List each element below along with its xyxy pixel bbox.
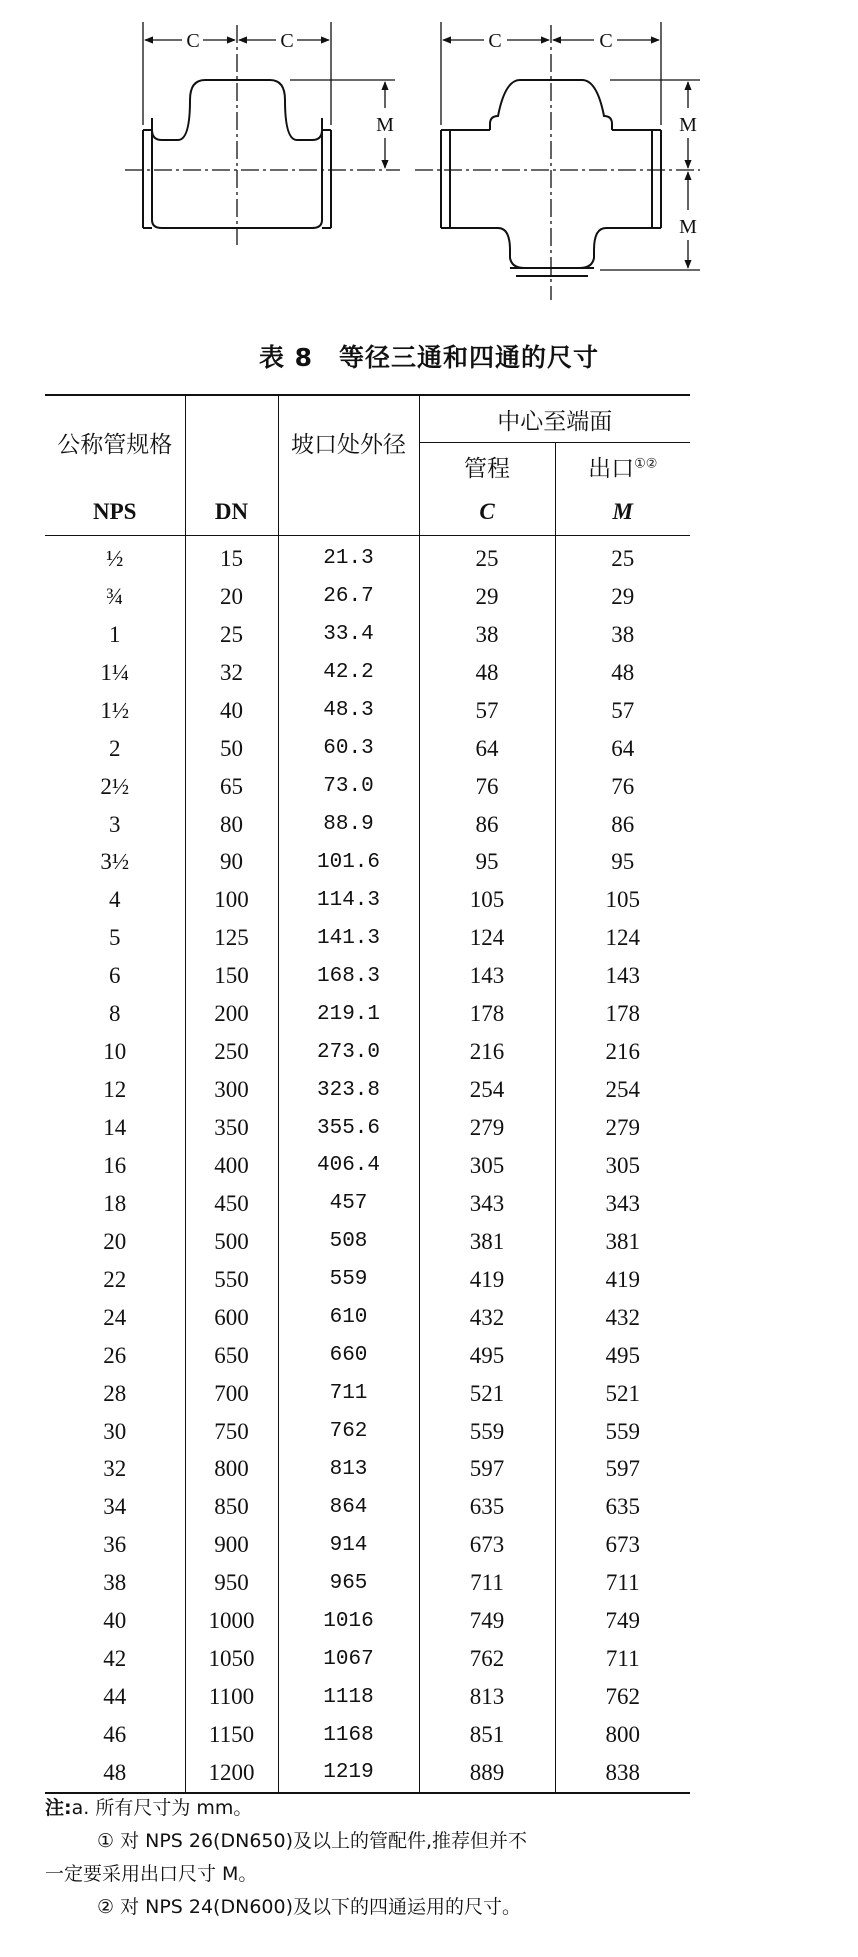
cell-c: 143 xyxy=(419,957,555,995)
cell-od: 219.1 xyxy=(278,995,419,1033)
cell-dn: 1150 xyxy=(185,1716,278,1754)
header-od-blank xyxy=(278,489,419,536)
cell-od: 88.9 xyxy=(278,806,419,844)
table-row xyxy=(45,1678,690,1716)
cell-nps: 12 xyxy=(103,1077,127,1103)
cell-od: 406.4 xyxy=(278,1147,419,1185)
table-title: 表 8 等径三通和四通的尺寸 xyxy=(258,343,600,372)
cell-m: 25 xyxy=(555,536,690,578)
cell-od: 42.2 xyxy=(278,654,419,692)
cell-nps: ½ xyxy=(106,545,124,571)
cell-m: 673 xyxy=(555,1526,690,1564)
table-row xyxy=(45,1109,690,1147)
cell-nps: 4 xyxy=(109,887,121,913)
cross-dim-c-right: C xyxy=(599,30,613,52)
cell-nps: 3 xyxy=(109,811,121,837)
cell-nps: 26 xyxy=(103,1342,127,1368)
cell-nps: ¾ xyxy=(106,583,124,609)
header-nps: NPS xyxy=(45,489,185,536)
cell-nps: 28 xyxy=(103,1380,127,1406)
cell-od: 114.3 xyxy=(278,881,419,919)
notes xyxy=(45,1792,845,1924)
table-row xyxy=(45,1716,690,1754)
cell-dn: 750 xyxy=(185,1413,278,1451)
cell-nps: 30 xyxy=(103,1418,127,1444)
tee-dim-c-right: C xyxy=(280,30,294,52)
cell-od: 660 xyxy=(278,1337,419,1375)
cell-c: 254 xyxy=(419,1071,555,1109)
cell-nps: 2 xyxy=(109,735,121,761)
cell-c: 813 xyxy=(419,1678,555,1716)
table-row xyxy=(45,1564,690,1602)
cell-c: 343 xyxy=(419,1185,555,1223)
cell-od: 762 xyxy=(278,1413,419,1451)
table-row xyxy=(45,616,690,654)
cell-od: 273.0 xyxy=(278,1033,419,1071)
cell-od: 33.4 xyxy=(278,616,419,654)
cell-dn: 50 xyxy=(185,730,278,768)
cell-c: 432 xyxy=(419,1299,555,1337)
cell-nps: 1¼ xyxy=(100,659,130,685)
cell-m: 343 xyxy=(555,1185,690,1223)
cell-dn: 40 xyxy=(185,692,278,730)
cell-nps: 20 xyxy=(103,1228,127,1254)
cell-od: 914 xyxy=(278,1526,419,1564)
cell-od: 711 xyxy=(278,1375,419,1413)
cell-od: 508 xyxy=(278,1223,419,1261)
cell-c: 749 xyxy=(419,1602,555,1640)
cell-m: 635 xyxy=(555,1488,690,1526)
cross-dim-m-top: M xyxy=(679,114,697,136)
cell-od: 141.3 xyxy=(278,919,419,957)
cell-od: 1219 xyxy=(278,1754,419,1793)
cell-dn: 200 xyxy=(185,995,278,1033)
cell-m: 800 xyxy=(555,1716,690,1754)
table-body xyxy=(45,536,690,1793)
note-1-line-1: ① 对 NPS 26(DN650)及以上的管配件,推荐但并不 xyxy=(97,1830,528,1852)
cell-dn: 350 xyxy=(185,1109,278,1147)
cell-nps: 1½ xyxy=(100,697,130,723)
cell-dn: 950 xyxy=(185,1564,278,1602)
table-row xyxy=(45,1261,690,1299)
cell-c: 279 xyxy=(419,1109,555,1147)
header-outlet-label: 出口 xyxy=(588,455,635,481)
cell-od: 73.0 xyxy=(278,768,419,806)
table-row xyxy=(45,806,690,844)
cell-m: 48 xyxy=(555,654,690,692)
table-row xyxy=(45,654,690,692)
cell-od: 60.3 xyxy=(278,730,419,768)
cell-m: 279 xyxy=(555,1109,690,1147)
note-a: a. 所有尺寸为 mm。 xyxy=(71,1797,253,1819)
cell-m: 38 xyxy=(555,616,690,654)
cell-dn: 550 xyxy=(185,1261,278,1299)
cell-m: 64 xyxy=(555,730,690,768)
cell-c: 86 xyxy=(419,806,555,844)
cell-od: 457 xyxy=(278,1185,419,1223)
cell-c: 29 xyxy=(419,578,555,616)
cell-nps: 40 xyxy=(103,1608,127,1634)
cell-c: 851 xyxy=(419,1716,555,1754)
cell-m: 711 xyxy=(555,1564,690,1602)
header-center-to-end: 中心至端面 xyxy=(419,395,690,443)
cell-dn: 300 xyxy=(185,1071,278,1109)
cell-od: 1067 xyxy=(278,1640,419,1678)
cell-c: 381 xyxy=(419,1223,555,1261)
cell-nps: 38 xyxy=(103,1570,127,1596)
cell-nps: 32 xyxy=(103,1456,127,1482)
cell-c: 64 xyxy=(419,730,555,768)
cell-m: 124 xyxy=(555,919,690,957)
cell-nps: 10 xyxy=(103,1039,127,1065)
cell-dn: 150 xyxy=(185,957,278,995)
table-row xyxy=(45,1413,690,1451)
cell-c: 105 xyxy=(419,881,555,919)
cell-m: 838 xyxy=(555,1754,690,1793)
cell-c: 597 xyxy=(419,1451,555,1489)
table-row xyxy=(45,1526,690,1564)
cell-nps: 1 xyxy=(109,621,121,647)
cell-dn: 1200 xyxy=(185,1754,278,1793)
cell-od: 1016 xyxy=(278,1602,419,1640)
cell-dn: 450 xyxy=(185,1185,278,1223)
cell-dn: 850 xyxy=(185,1488,278,1526)
header-c: C xyxy=(419,489,555,536)
cell-dn: 600 xyxy=(185,1299,278,1337)
tee-dim-m: M xyxy=(376,114,394,136)
cell-m: 711 xyxy=(555,1640,690,1678)
cell-m: 495 xyxy=(555,1337,690,1375)
table-row xyxy=(45,1033,690,1071)
cell-m: 76 xyxy=(555,768,690,806)
cell-nps: 36 xyxy=(103,1532,127,1558)
note-a-line xyxy=(45,1792,845,1825)
cell-dn: 900 xyxy=(185,1526,278,1564)
cell-c: 711 xyxy=(419,1564,555,1602)
cell-dn: 400 xyxy=(185,1147,278,1185)
cell-c: 635 xyxy=(419,1488,555,1526)
header-dn: DN xyxy=(185,489,278,536)
cell-c: 559 xyxy=(419,1413,555,1451)
cell-c: 38 xyxy=(419,616,555,654)
cell-od: 965 xyxy=(278,1564,419,1602)
cell-dn: 500 xyxy=(185,1223,278,1261)
table-row xyxy=(45,1375,690,1413)
cell-nps: 16 xyxy=(103,1152,127,1178)
cell-od: 323.8 xyxy=(278,1071,419,1109)
cell-m: 95 xyxy=(555,844,690,882)
header-m: M xyxy=(555,489,690,536)
cell-nps: 14 xyxy=(103,1115,127,1141)
cell-c: 216 xyxy=(419,1033,555,1071)
cell-c: 178 xyxy=(419,995,555,1033)
header-outlet-notes: ①② xyxy=(634,454,658,470)
table-row xyxy=(45,536,690,578)
cell-dn: 250 xyxy=(185,1033,278,1071)
table-row xyxy=(45,1337,690,1375)
table-row xyxy=(45,881,690,919)
table-row xyxy=(45,692,690,730)
header-od: 坡口处外径 xyxy=(278,395,419,489)
header-dn-blank xyxy=(185,395,278,489)
cell-m: 254 xyxy=(555,1071,690,1109)
cell-od: 21.3 xyxy=(278,536,419,578)
table-row xyxy=(45,844,690,882)
cell-m: 29 xyxy=(555,578,690,616)
table-row xyxy=(45,919,690,957)
cell-nps: 5 xyxy=(109,925,121,951)
cell-dn: 1000 xyxy=(185,1602,278,1640)
cell-c: 305 xyxy=(419,1147,555,1185)
cell-od: 48.3 xyxy=(278,692,419,730)
header-outlet xyxy=(555,443,690,490)
cell-od: 813 xyxy=(278,1451,419,1489)
cell-dn: 15 xyxy=(185,536,278,578)
cell-dn: 100 xyxy=(185,881,278,919)
cell-nps: 6 xyxy=(109,963,121,989)
cell-od: 101.6 xyxy=(278,844,419,882)
table-row xyxy=(45,578,690,616)
cell-m: 305 xyxy=(555,1147,690,1185)
cell-dn: 700 xyxy=(185,1375,278,1413)
cell-od: 26.7 xyxy=(278,578,419,616)
cell-m: 419 xyxy=(555,1261,690,1299)
cell-m: 178 xyxy=(555,995,690,1033)
cell-od: 1168 xyxy=(278,1716,419,1754)
table-row xyxy=(45,1754,690,1793)
cell-nps: 46 xyxy=(103,1722,127,1748)
note-2: ② 对 NPS 24(DN600)及以下的四通运用的尺寸。 xyxy=(97,1896,521,1918)
table-row xyxy=(45,1488,690,1526)
cell-dn: 80 xyxy=(185,806,278,844)
table-row xyxy=(45,957,690,995)
cell-m: 432 xyxy=(555,1299,690,1337)
table-row xyxy=(45,1451,690,1489)
table-row xyxy=(45,995,690,1033)
cell-m: 86 xyxy=(555,806,690,844)
cell-dn: 1050 xyxy=(185,1640,278,1678)
cell-od: 355.6 xyxy=(278,1109,419,1147)
table-row xyxy=(45,1299,690,1337)
header-run: 管程 xyxy=(419,443,555,490)
cell-dn: 800 xyxy=(185,1451,278,1489)
cell-nps: 34 xyxy=(103,1494,127,1520)
cell-nps: 42 xyxy=(103,1646,127,1672)
cell-c: 673 xyxy=(419,1526,555,1564)
cell-dn: 1100 xyxy=(185,1678,278,1716)
table-row xyxy=(45,1071,690,1109)
cell-m: 57 xyxy=(555,692,690,730)
table-row xyxy=(45,768,690,806)
cell-m: 216 xyxy=(555,1033,690,1071)
cell-od: 864 xyxy=(278,1488,419,1526)
notes-label: 注: xyxy=(45,1797,72,1819)
cell-c: 95 xyxy=(419,844,555,882)
cell-od: 559 xyxy=(278,1261,419,1299)
cell-dn: 90 xyxy=(185,844,278,882)
cell-m: 762 xyxy=(555,1678,690,1716)
cell-m: 559 xyxy=(555,1413,690,1451)
cell-m: 521 xyxy=(555,1375,690,1413)
cell-c: 762 xyxy=(419,1640,555,1678)
cell-c: 495 xyxy=(419,1337,555,1375)
cell-nps: 24 xyxy=(103,1304,127,1330)
table-row xyxy=(45,1147,690,1185)
cell-c: 419 xyxy=(419,1261,555,1299)
table-row xyxy=(45,1640,690,1678)
cell-nps: 8 xyxy=(109,1001,121,1027)
cell-dn: 25 xyxy=(185,616,278,654)
cell-c: 124 xyxy=(419,919,555,957)
cell-m: 749 xyxy=(555,1602,690,1640)
cell-c: 57 xyxy=(419,692,555,730)
table-row xyxy=(45,1223,690,1261)
dimension-table xyxy=(45,394,690,1794)
cell-od: 168.3 xyxy=(278,957,419,995)
cell-nps: 22 xyxy=(103,1266,127,1292)
cell-nps: 48 xyxy=(103,1759,127,1785)
cell-nps: 2½ xyxy=(100,773,130,799)
cross-dim-m-bottom: M xyxy=(679,216,697,238)
cell-dn: 65 xyxy=(185,768,278,806)
header-nominal: 公称管规格 xyxy=(57,432,173,457)
cell-m: 143 xyxy=(555,957,690,995)
cell-c: 76 xyxy=(419,768,555,806)
cell-od: 1118 xyxy=(278,1678,419,1716)
cell-c: 48 xyxy=(419,654,555,692)
fittings-drawing xyxy=(0,0,858,320)
table-row xyxy=(45,1185,690,1223)
cell-c: 521 xyxy=(419,1375,555,1413)
cell-dn: 32 xyxy=(185,654,278,692)
table-row xyxy=(45,1602,690,1640)
cell-nps: 44 xyxy=(103,1684,127,1710)
cell-m: 381 xyxy=(555,1223,690,1261)
cell-nps: 3½ xyxy=(100,849,130,875)
cell-od: 610 xyxy=(278,1299,419,1337)
table-row xyxy=(45,730,690,768)
tee-dim-c-left: C xyxy=(186,30,200,52)
cell-nps: 18 xyxy=(103,1190,127,1216)
cell-m: 105 xyxy=(555,881,690,919)
cell-dn: 125 xyxy=(185,919,278,957)
cell-m: 597 xyxy=(555,1451,690,1489)
cell-dn: 20 xyxy=(185,578,278,616)
cross-dim-c-left: C xyxy=(488,30,502,52)
cell-dn: 650 xyxy=(185,1337,278,1375)
cell-c: 25 xyxy=(419,536,555,578)
note-1-line-2: 一定要采用出口尺寸 M。 xyxy=(45,1863,258,1885)
cell-c: 889 xyxy=(419,1754,555,1793)
